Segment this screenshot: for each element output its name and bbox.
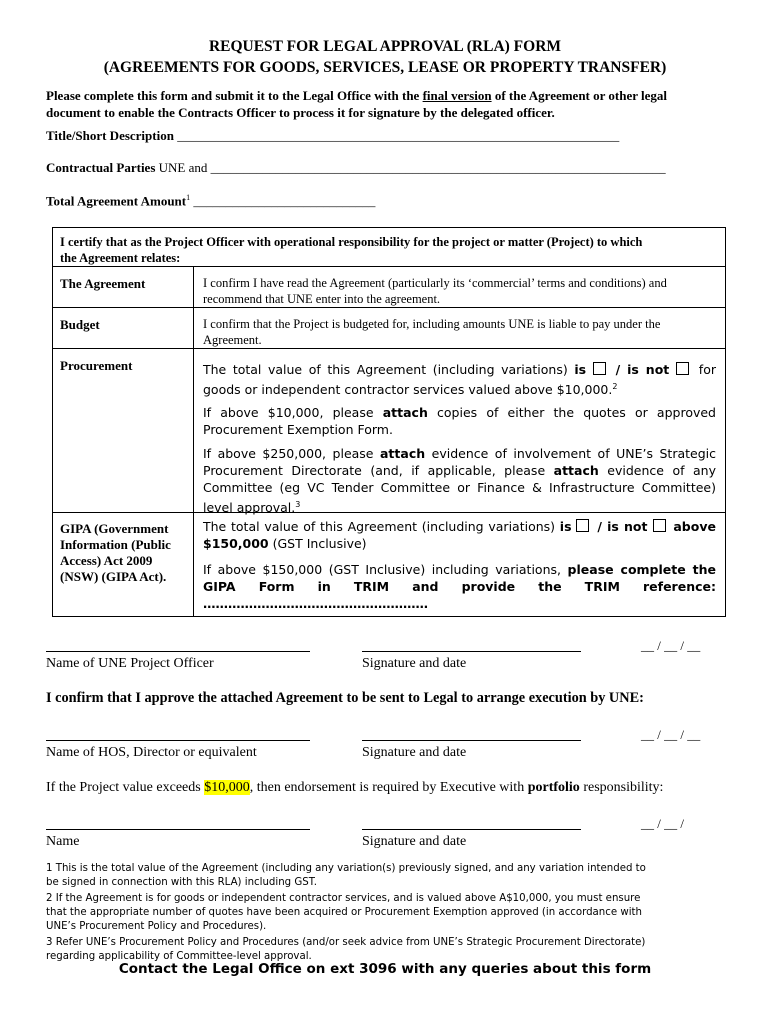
officer-name-label: Name of UNE Project Officer [46,656,214,671]
footnote-2 [46,892,736,934]
executive-name-label: Name [46,834,80,849]
agreement-text [203,275,718,307]
attach-emphasis: attach [380,446,426,461]
gipa-instruction[interactable]: please complete the GIPA Form in TRIM and provide the TRIM reference: ……………………………………………… [203,562,716,611]
gipa-para-2 [203,561,716,612]
gipa-label-line: Access) Act 2009 [60,553,153,568]
portfolio-emphasis: portfolio [527,780,580,795]
footnote-3 [46,936,736,964]
gipa-is-checkbox[interactable] [576,519,589,532]
agreement-label: The Agreement [60,276,146,291]
is-option: is [559,519,572,534]
attach-emphasis: attach [553,463,599,478]
officer-signature-line[interactable] [362,651,581,652]
intro-line2: document to enable the Contracts Officer to process it for signature by the delegated officer. [46,105,555,120]
budget-line: Agreement. [203,333,262,347]
executive-signature-line[interactable] [362,829,581,830]
procurement-is-checkbox[interactable] [593,362,606,375]
procurement-para-2 [203,404,716,438]
officer-signature-label: Signature and date [362,656,467,671]
gipa-threshold: above $150,000 [203,519,716,551]
footnote-line: UNE’s Procurement Policy and Procedures). [46,921,267,932]
footnote-ref: 2 [612,382,618,391]
footnote-line: regarding applicability of Committee-level approval. [46,951,312,962]
procurement-is-not-checkbox[interactable] [676,362,689,375]
amount-field-line[interactable]: ____________________________ [193,193,376,209]
form-subtitle: (AGREEMENTS FOR GOODS, SERVICES, LEASE OR PROPERTY TRANSFER) [103,59,667,76]
is-not-option: / is not [592,519,653,534]
procurement-text: If above $250,000, please [203,446,380,461]
intro-part: Please complete this form and submit it to the Legal Office with the [46,88,423,103]
hos-signature-line[interactable] [362,740,581,741]
title-field[interactable] [46,128,619,144]
intro-part: of the Agreement or other legal [491,88,668,103]
agreement-line: recommend that UNE enter into the agreement. [203,292,441,306]
procurement-para-1 [203,361,716,398]
contact-legal-office: Contact the Legal Office on ext 3096 with any queries about this form [118,961,652,977]
procurement-para-3 [203,445,716,516]
footnote-line: that the appropriate number of quotes have been acquired or Procurement Exemption approved (in accordance with [46,907,642,918]
procurement-text: copies of either the quotes or approved Procurement Exemption Form. [203,405,716,437]
exec-text: responsibility: [579,780,664,795]
exec-text: If the Project value exceeds [46,780,205,795]
budget-line: I confirm that the Project is budgeted for, including amounts UNE is liable to pay under the [203,317,661,331]
parties-une-text: UNE and [158,160,208,175]
hos-signature-label: Signature and date [362,745,467,760]
officer-name-line[interactable] [46,651,310,652]
procurement-text: evidence of any Committee (eg VC Tender Committee or Finance & Infrastructure Committee) level approval. [203,463,716,516]
procurement-text: If above $10,000, please [203,405,383,420]
gipa-is-not-checkbox[interactable] [653,519,666,532]
gipa-label-line: Information (Public [60,537,171,552]
exec-text: , then endorsement is required by Executive with [249,780,528,795]
approval-statement: I confirm that I approve the attached Agreement to be sent to Legal to arrange execution by UNE: [46,690,644,706]
certify-statement [60,234,720,266]
gipa-label-line: (NSW) (GIPA Act). [60,569,167,584]
officer-date[interactable]: __ / __ / __ [641,638,701,653]
amount-field[interactable] [46,193,375,209]
executive-endorsement-text [46,780,663,796]
final-version-text: final version [422,88,492,103]
is-option: is [574,362,587,377]
procurement-label: Procurement [60,358,133,373]
footnote-line: 1 This is the total value of the Agreement (including any variation(s) previously signed, and any variation intended to [46,863,646,874]
attach-emphasis: attach [382,405,428,420]
row-divider [53,512,725,513]
gipa-text: If above $150,000 (GST Inclusive) including variations, [203,562,568,577]
gipa-label [60,521,171,585]
procurement-text: The total value of this Agreement (including variations) [203,362,575,377]
parties-field-label: Contractual Parties [46,160,156,175]
certification-table [52,227,726,617]
agreement-line: I confirm I have read the Agreement (particularly its ‘commercial’ terms and conditions) and [203,276,667,290]
title-field-label: Title/Short Description [46,128,174,143]
footnotes [46,862,736,964]
budget-label: Budget [60,317,100,332]
footnote-line: be signed in connection with this RLA) including GST. [46,877,317,888]
certify-line: I certify that as the Project Officer with operational responsibility for the project or matter (Project) to which [60,235,643,249]
gipa-text: (GST Inclusive) [268,536,367,551]
intro-text [46,87,736,121]
procurement-text: for goods or independent contractor services valued above $10,000. [203,362,716,398]
executive-date[interactable]: __ / __ / [641,816,684,831]
gipa-text: The total value of this Agreement (including variations) [203,519,560,534]
row-divider [53,307,725,308]
footnote-line: 2 If the Agreement is for goods or independent contractor services, and is valued above A$10,000, you must ensure [46,893,641,904]
hos-name-line[interactable] [46,740,310,741]
footnote-ref: 3 [295,500,301,509]
amount-field-label: Total Agreement Amount [46,193,187,209]
form-title: REQUEST FOR LEGAL APPROVAL (RLA) FORM [208,38,562,55]
footnote-line: 3 Refer UNE’s Procurement Policy and Procedures (and/or seek advice from UNE’s Strategic Procurement Directorate) [46,937,646,948]
footnote-ref: 1 [186,193,191,202]
parties-field-line[interactable]: ______________________________________________________________________ [210,160,666,175]
procurement-text: evidence of involvement of UNE’s Strategic Procurement Directorate (and, if applicable, please [203,446,716,478]
gipa-label-line: GIPA (Government [60,521,169,536]
row-divider [53,266,725,267]
executive-signature-label: Signature and date [362,834,467,849]
hos-name-label: Name of HOS, Director or equivalent [46,745,257,760]
budget-text [203,316,718,348]
certify-line: the Agreement relates: [60,251,181,265]
is-not-option: / is not [608,362,677,377]
hos-date[interactable]: __ / __ / __ [641,727,701,742]
column-divider [193,266,194,617]
title-field-line[interactable]: ____________________________________________________________________ [177,128,620,143]
row-divider [53,348,725,349]
executive-name-line[interactable] [46,829,310,830]
parties-field[interactable] [46,160,666,176]
gipa-para-1 [203,518,716,552]
footnote-1 [46,862,736,890]
highlighted-amount: $10,000 [204,780,250,795]
